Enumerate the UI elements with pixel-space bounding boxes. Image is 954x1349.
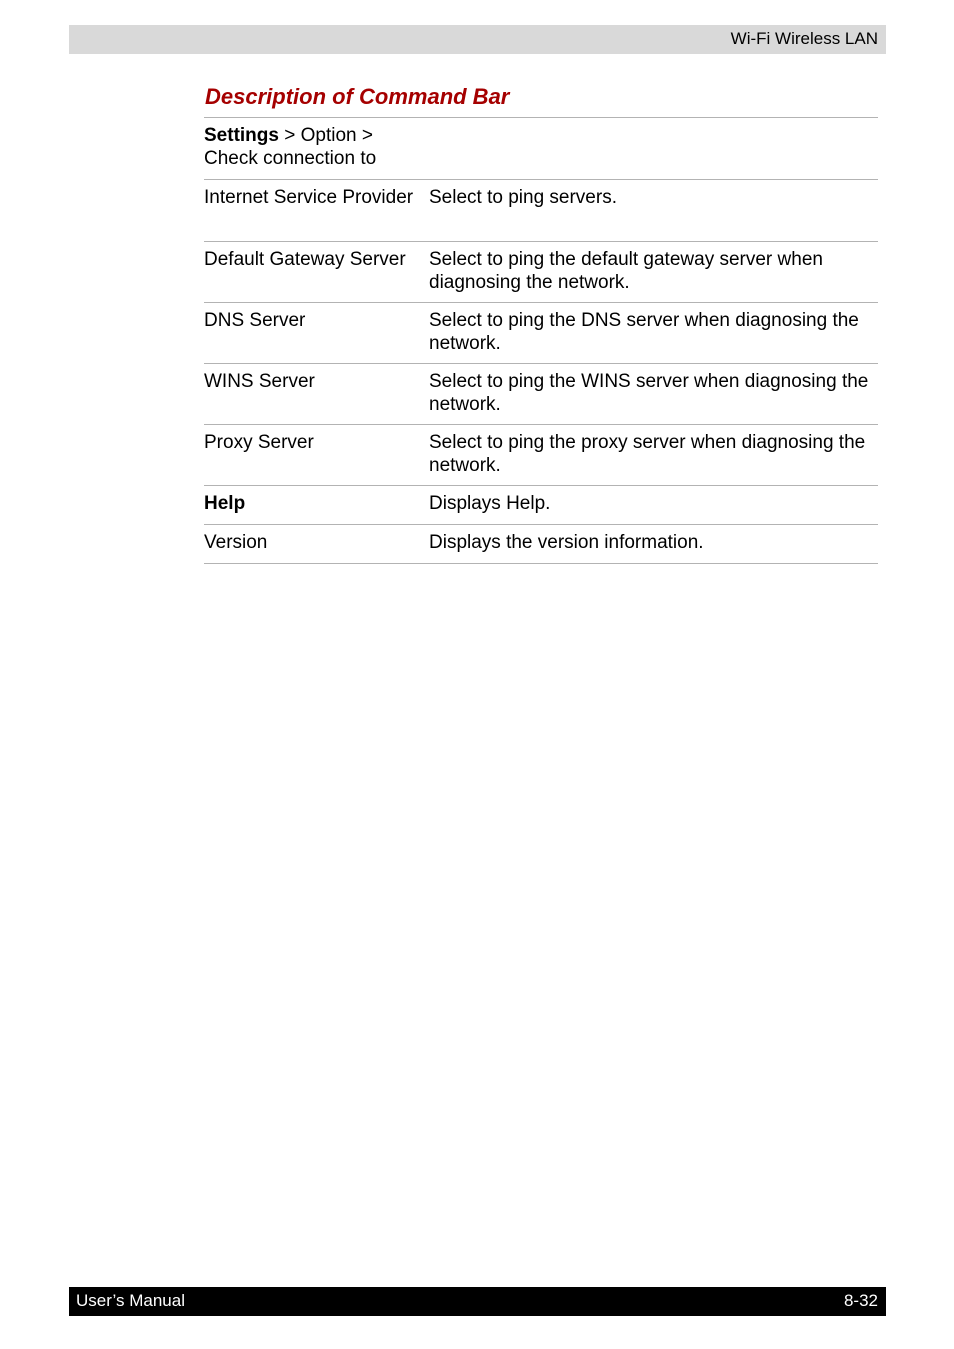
row-description: Displays Help. [429,493,551,514]
page-header [69,25,886,54]
menu-path-item: Check connection to [204,148,377,169]
header-title: Wi-Fi Wireless LAN [730,29,878,48]
row-term: Proxy Server [204,432,314,453]
table-row [204,425,878,486]
footer-manual-title: User’s Manual [76,1291,185,1310]
menu-path-settings: Settings [204,125,279,146]
command-bar-table [204,117,878,564]
row-description: Select to ping the DNS server when diagnosing the network. [429,310,859,354]
table-row [204,364,878,425]
row-term: Version [204,532,268,553]
page-number: 8-32 [843,1291,878,1310]
row-term: Default Gateway Server [204,249,406,270]
table-row [204,180,878,242]
table-row [204,486,878,525]
row-term: DNS Server [204,310,306,331]
table-row-path [204,118,878,180]
page-footer [69,1287,886,1316]
row-description: Select to ping servers. [429,187,617,208]
menu-path-separator: > Option > [278,125,373,146]
section-title: Description of Command Bar [205,84,510,109]
row-term: WINS Server [204,371,315,392]
table-row [204,525,878,564]
row-description: Select to ping the WINS server when diagnosing the network. [429,371,869,415]
row-term: Internet Service Provider [204,187,414,208]
table-row [204,303,878,364]
row-description: Displays the version information. [429,532,704,553]
table-row [204,242,878,303]
row-description: Select to ping the default gateway server when diagnosing the network. [429,249,823,293]
menu-path [204,118,429,179]
menu-path-description [429,118,878,179]
row-description: Select to ping the proxy server when diagnosing the network. [429,432,866,476]
row-term: Help [204,493,246,514]
